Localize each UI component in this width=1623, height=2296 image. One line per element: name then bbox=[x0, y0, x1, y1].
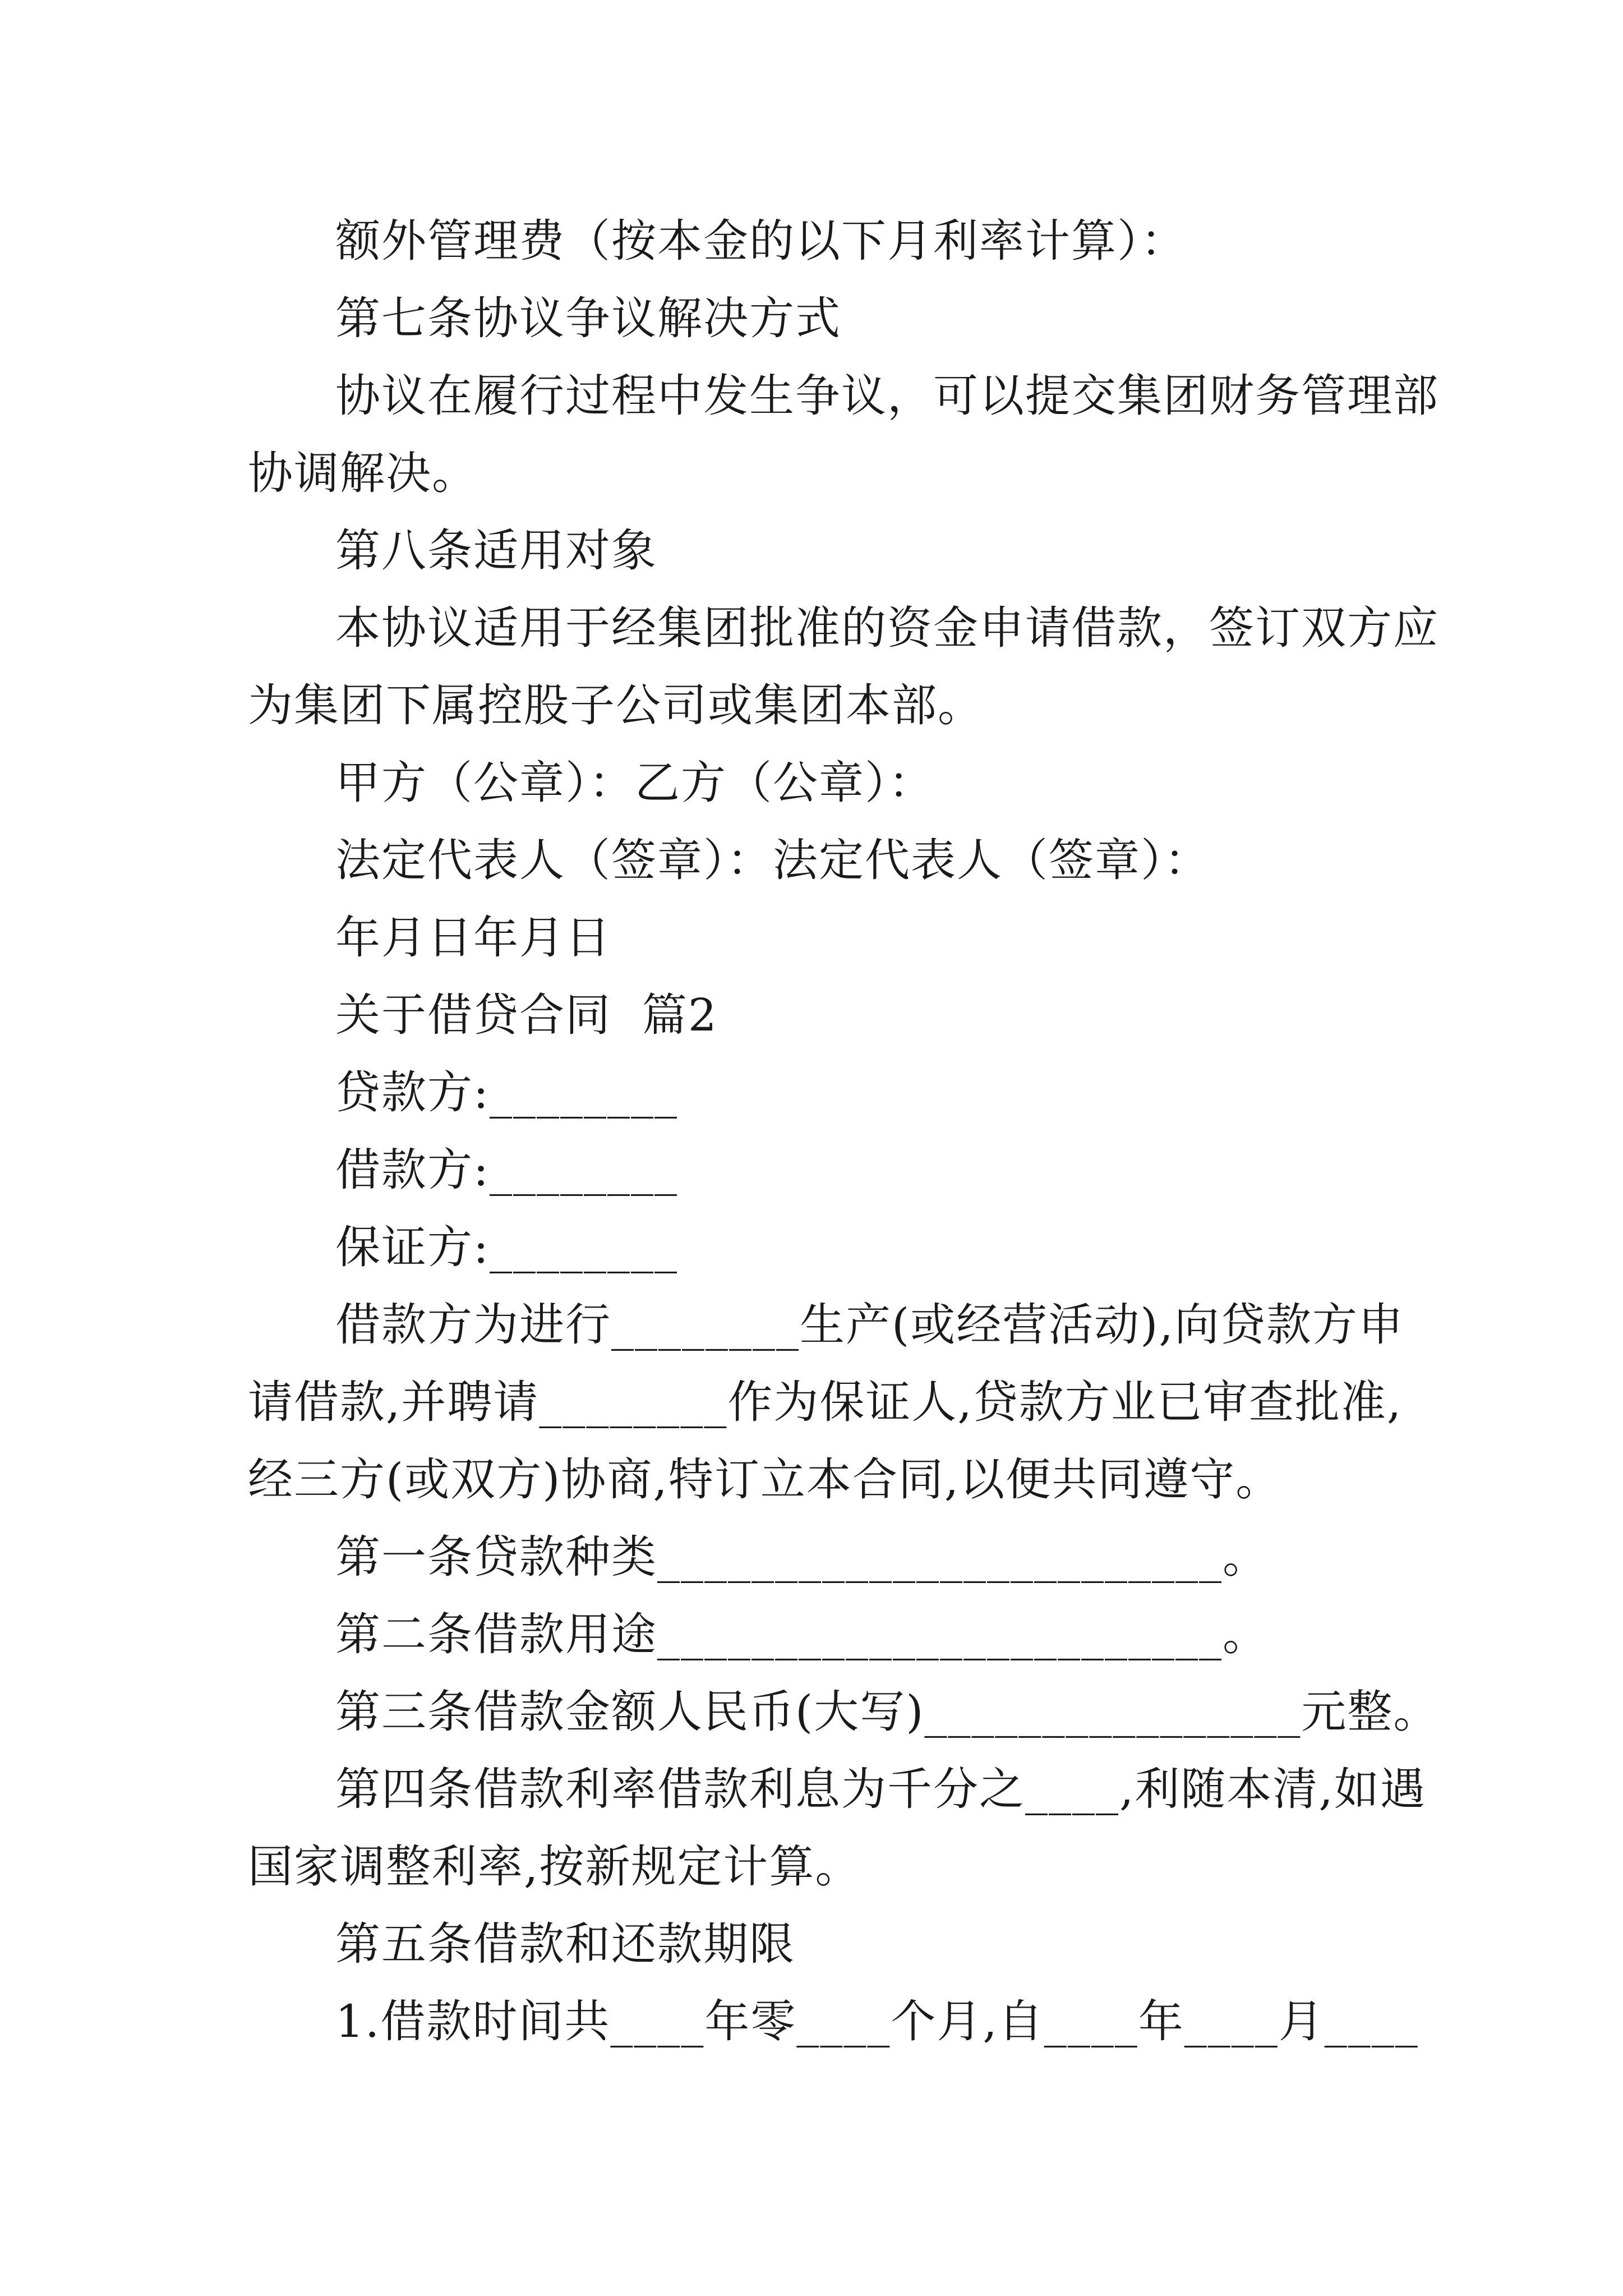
article-2-loan-purpose: 第二条借款用途________________________。 bbox=[335, 1608, 1269, 1660]
article-5-item-1: 1.借款时间共____年零____个月,自____年____月____ bbox=[335, 1995, 1419, 2047]
guarantor-field: 保证方:________ bbox=[335, 1221, 678, 1273]
paragraph-dispute-line1: 协议在履行过程中发生争议，可以提交集团财务管理部 bbox=[335, 370, 1439, 422]
paragraph-dispute-line2: 协调解决。 bbox=[248, 447, 478, 499]
preamble-line1: 借款方为进行________生产(或经营活动),向贷款方申 bbox=[335, 1299, 1404, 1351]
section-title-2: 关于借贷合同 篇2 bbox=[335, 989, 718, 1041]
preamble-line2: 请借款,并聘请________作为保证人,贷款方业已审查批准, bbox=[248, 1376, 1403, 1428]
article-5-heading: 第五条借款和还款期限 bbox=[335, 1918, 795, 1970]
article-3-loan-amount: 第三条借款金额人民币(大写)________________元整。 bbox=[335, 1686, 1440, 1738]
representative-line: 法定代表人（签章）：法定代表人（签章）： bbox=[335, 834, 1210, 886]
paragraph-management-fee: 额外管理费（按本金的以下月利率计算）： bbox=[335, 215, 1187, 267]
preamble-line3: 经三方(或双方)协商,特订立本合同,以便共同遵守。 bbox=[248, 1453, 1282, 1506]
article-1-loan-type: 第一条贷款种类________________________。 bbox=[335, 1531, 1269, 1583]
paragraph-scope-line1: 本协议适用于经集团批准的资金申请借款，签订双方应 bbox=[335, 602, 1439, 654]
article-4-interest-line1: 第四条借款利率借款利息为千分之____,利随本清,如遇 bbox=[335, 1763, 1426, 1815]
paragraph-scope-line2: 为集团下属控股子公司或集团本部。 bbox=[248, 679, 984, 731]
seal-line: 甲方（公章）：乙方（公章）： bbox=[335, 757, 934, 809]
heading-article-8: 第八条适用对象 bbox=[335, 524, 657, 577]
borrower-field: 借款方:________ bbox=[335, 1144, 678, 1196]
article-4-interest-line2: 国家调整利率,按新规定计算。 bbox=[248, 1841, 861, 1893]
date-line: 年月日年月日 bbox=[335, 912, 611, 964]
lender-field: 贷款方:________ bbox=[335, 1066, 678, 1119]
heading-article-7: 第七条协议争议解决方式 bbox=[335, 292, 841, 344]
